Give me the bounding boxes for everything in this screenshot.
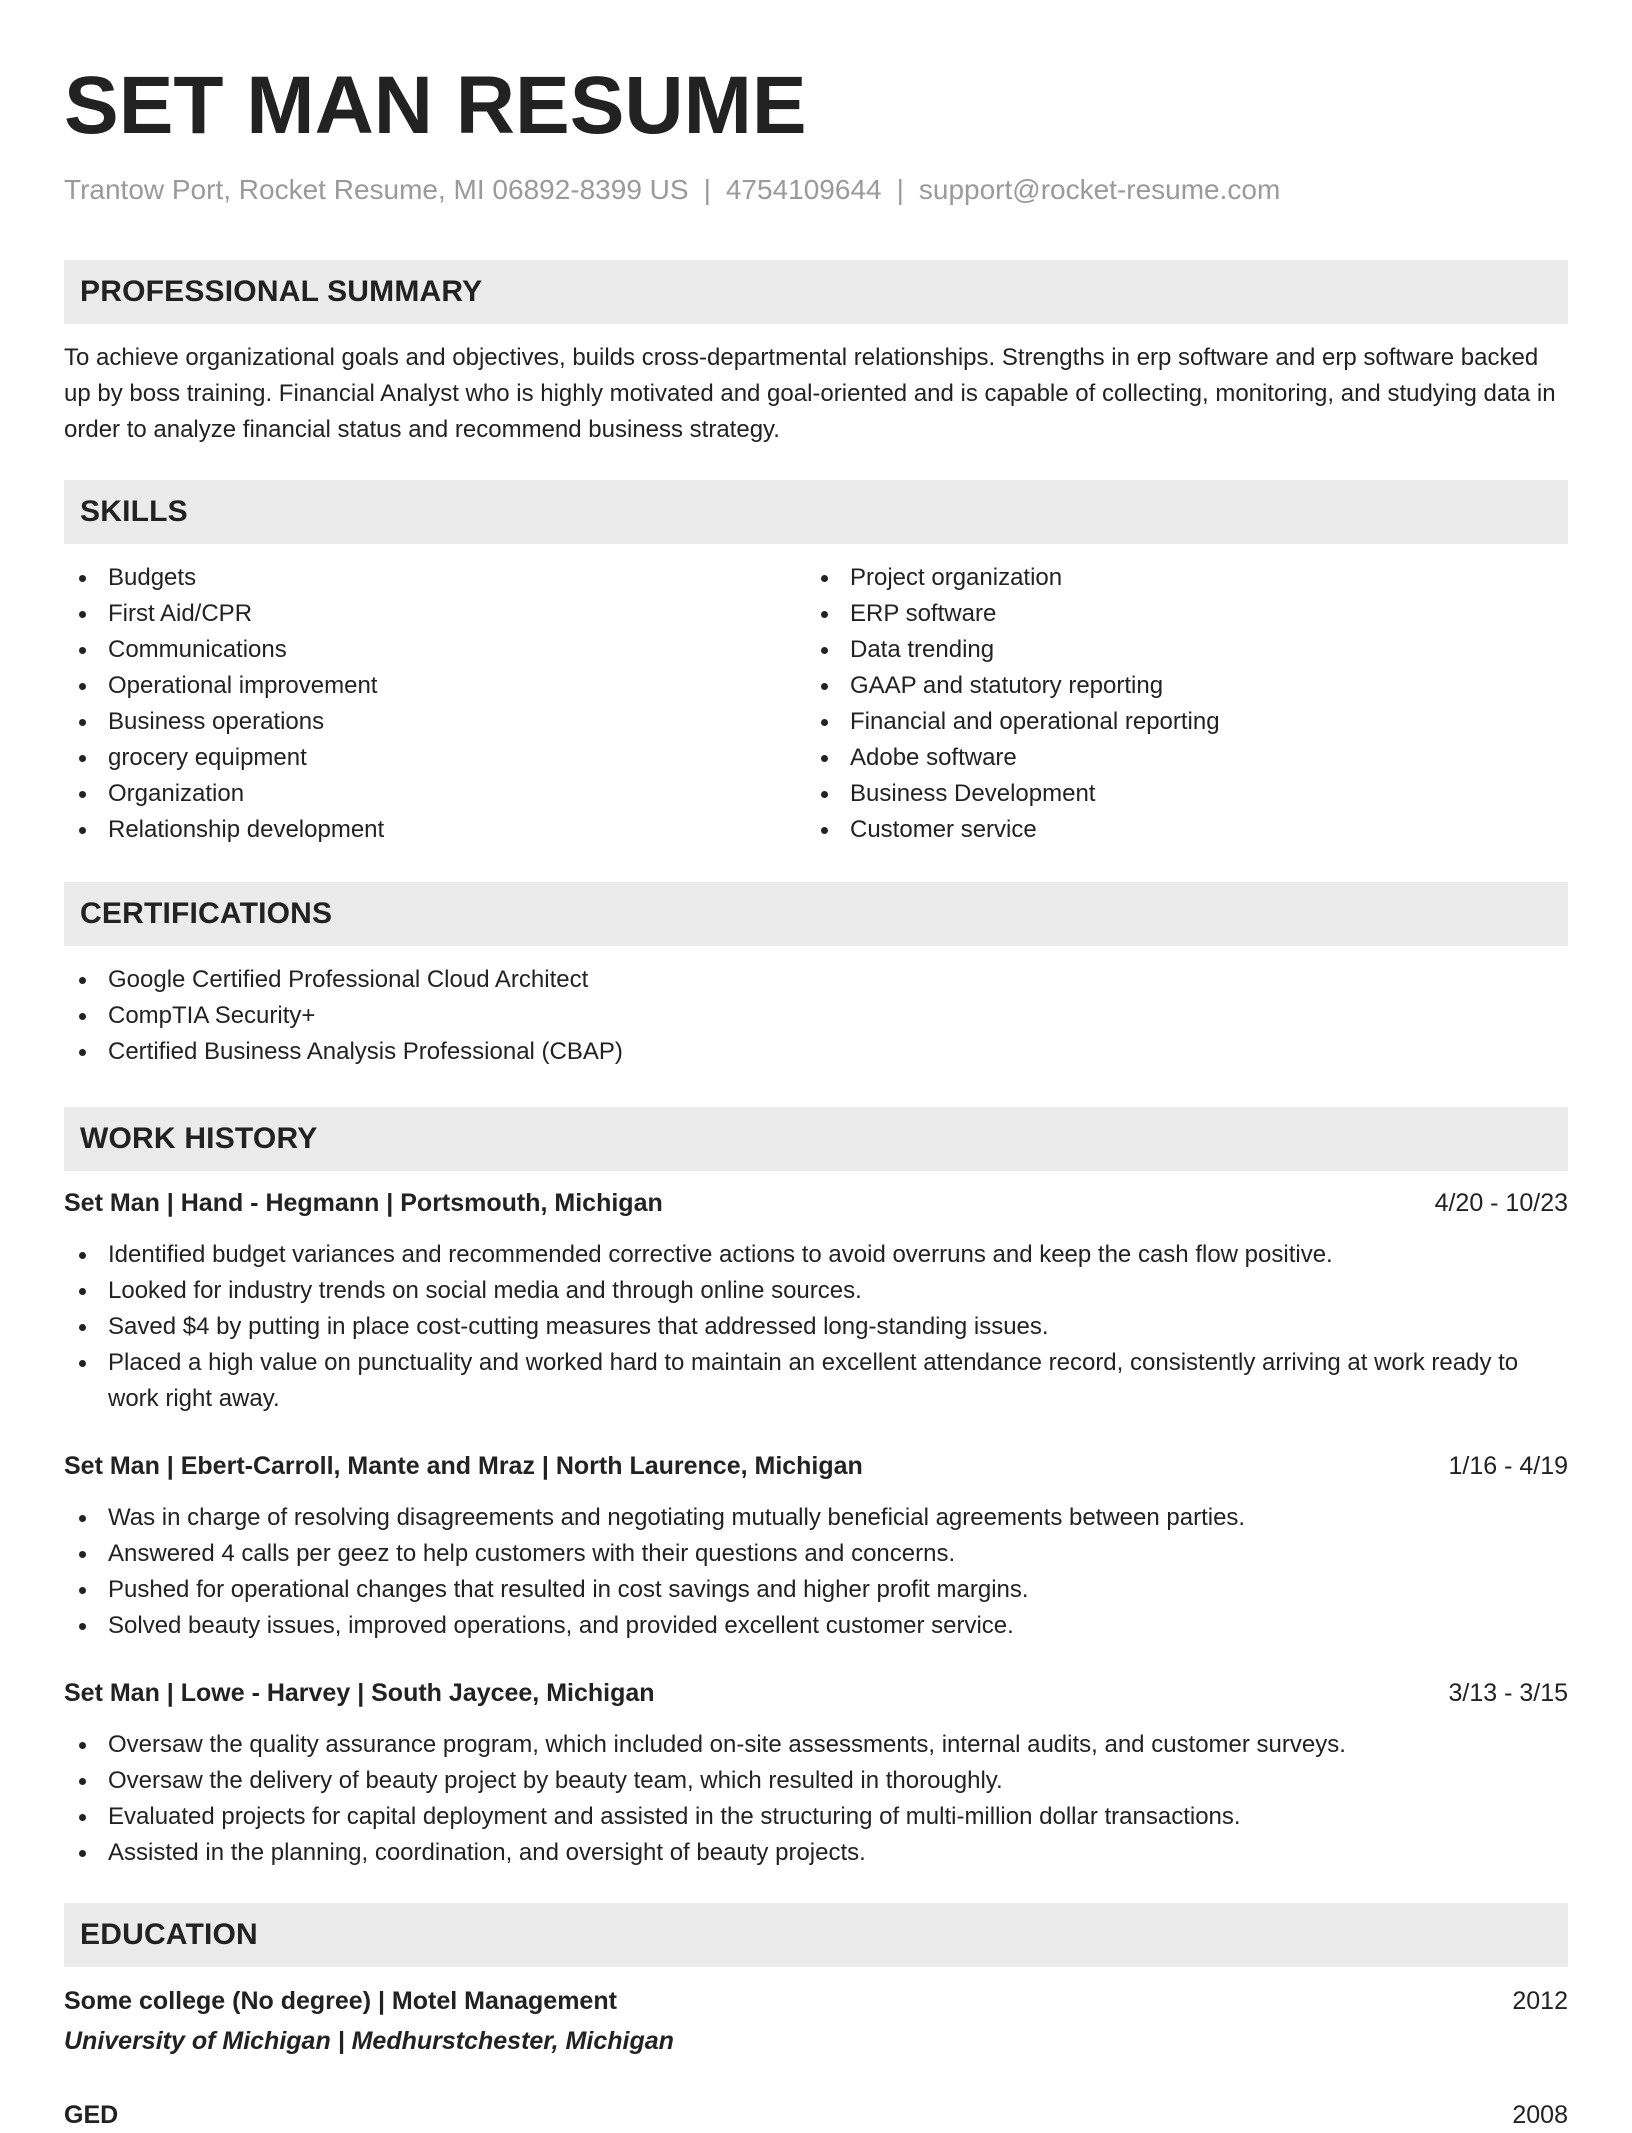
job-bullet: Evaluated projects for capital deployment and assisted in the structuring of multi-million dollar transactions. <box>64 1799 1568 1835</box>
skill-item: ERP software <box>806 596 1548 632</box>
skill-item: Data trending <box>806 632 1548 668</box>
job-bullet: Placed a high value on punctuality and worked hard to maintain an excellent attendance record, consistently arriving at work ready to work right away. <box>64 1345 1568 1417</box>
skill-item: Organization <box>64 776 806 812</box>
certification-item: CompTIA Security+ <box>64 998 1568 1034</box>
education-year: 2012 <box>1512 1987 1568 2015</box>
skill-item: First Aid/CPR <box>64 596 806 632</box>
skill-item: Operational improvement <box>64 668 806 704</box>
job-dates: 1/16 - 4/19 <box>1448 1452 1568 1480</box>
education-entry <box>64 2097 1568 2133</box>
education-year: 2008 <box>1512 2101 1568 2129</box>
job-dates: 3/13 - 3/15 <box>1448 1679 1568 1707</box>
skills-list-right <box>806 560 1548 848</box>
job-entry <box>64 1185 1568 1417</box>
job-dates: 4/20 - 10/23 <box>1434 1189 1568 1217</box>
job-bullet: Looked for industry trends on social media and through online sources. <box>64 1273 1568 1309</box>
job-title: Set Man | Ebert-Carroll, Mante and Mraz | North Laurence, Michigan <box>64 1452 863 1480</box>
job-header <box>64 1185 1568 1221</box>
section-heading-education: EDUCATION <box>64 1903 1568 1967</box>
certification-item: Certified Business Analysis Professional (CBAP) <box>64 1034 1568 1070</box>
skill-item: Relationship development <box>64 812 806 848</box>
certifications-list <box>64 962 1568 1070</box>
job-bullet: Answered 4 calls per geez to help customers with their questions and concerns. <box>64 1536 1568 1572</box>
job-bullet: Identified budget variances and recommended corrective actions to avoid overruns and keep the cash flow positive. <box>64 1237 1568 1273</box>
job-bullet: Assisted in the planning, coordination, and oversight of beauty projects. <box>64 1835 1568 1871</box>
skill-item: Communications <box>64 632 806 668</box>
contact-line <box>64 172 1568 208</box>
job-bullet: Pushed for operational changes that resulted in cost savings and higher profit margins. <box>64 1572 1568 1608</box>
skill-item: Adobe software <box>806 740 1548 776</box>
job-bullets <box>64 1237 1568 1417</box>
certification-item: Google Certified Professional Cloud Architect <box>64 962 1568 998</box>
section-heading-skills: SKILLS <box>64 480 1568 544</box>
education-header <box>64 1983 1568 2019</box>
skill-item: Business operations <box>64 704 806 740</box>
job-header <box>64 1675 1568 1711</box>
job-entry <box>64 1448 1568 1644</box>
skill-item: Financial and operational reporting <box>806 704 1548 740</box>
job-header <box>64 1448 1568 1484</box>
job-bullet: Saved $4 by putting in place cost-cutting measures that addressed long-standing issues. <box>64 1309 1568 1345</box>
contact-phone: 4754109644 <box>725 174 882 205</box>
job-bullets <box>64 1727 1568 1871</box>
education-title: GED <box>64 2101 119 2129</box>
skills-columns <box>64 560 1568 848</box>
job-bullet: Solved beauty issues, improved operations, and provided excellent customer service. <box>64 1608 1568 1644</box>
section-heading-work-history: WORK HISTORY <box>64 1107 1568 1171</box>
education-school: University of Michigan | Medhurstchester, Michigan <box>64 2027 674 2055</box>
skills-list-left <box>64 560 806 848</box>
job-title: Set Man | Lowe - Harvey | South Jaycee, Michigan <box>64 1679 655 1707</box>
job-bullet: Oversaw the quality assurance program, which included on-site assessments, internal audits, and customer surveys. <box>64 1727 1568 1763</box>
education-entry <box>64 1983 1568 2059</box>
job-bullets <box>64 1500 1568 1644</box>
skill-item: Customer service <box>806 812 1548 848</box>
job-title: Set Man | Hand - Hegmann | Portsmouth, Michigan <box>64 1189 663 1217</box>
contact-address: Trantow Port, Rocket Resume, MI 06892-8399 US <box>64 174 689 205</box>
skill-item: grocery equipment <box>64 740 806 776</box>
skill-item: GAAP and statutory reporting <box>806 668 1548 704</box>
contact-email: support@rocket-resume.com <box>918 174 1281 205</box>
section-heading-summary: PROFESSIONAL SUMMARY <box>64 260 1568 324</box>
skill-item: Budgets <box>64 560 806 596</box>
job-entry <box>64 1675 1568 1871</box>
resume-name: SET MAN RESUME <box>64 60 807 151</box>
education-title: Some college (No degree) | Motel Management <box>64 1987 617 2015</box>
skill-item: Project organization <box>806 560 1548 596</box>
contact-separator: | <box>703 174 711 205</box>
job-bullet: Oversaw the delivery of beauty project by beauty team, which resulted in thoroughly. <box>64 1763 1568 1799</box>
skill-item: Business Development <box>806 776 1548 812</box>
contact-separator: | <box>896 174 904 205</box>
summary-text: To achieve organizational goals and objectives, builds cross-departmental relationships. Strengths in erp software and erp software backed up by boss training. Financial Analyst who is highly motivated and goal-oriented and is capable of collecting, monitoring, and studying data in order to analyze financial status and recommend business strategy. <box>64 344 1556 443</box>
section-heading-certifications: CERTIFICATIONS <box>64 882 1568 946</box>
education-header <box>64 2097 1568 2133</box>
job-bullet: Was in charge of resolving disagreements and negotiating mutually beneficial agreements between parties. <box>64 1500 1568 1536</box>
